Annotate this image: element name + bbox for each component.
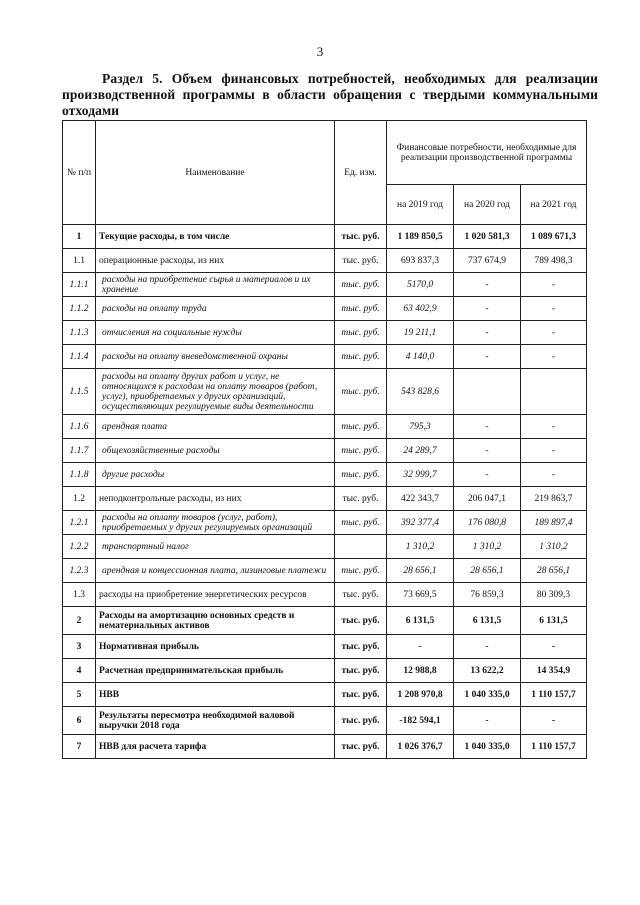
row-unit: тыс. руб. xyxy=(335,439,387,463)
row-name: операционные расходы, из них xyxy=(96,249,335,273)
row-value-2019: 28 656,1 xyxy=(387,559,454,583)
page-number: 3 xyxy=(316,44,324,59)
row-number: 1.1.7 xyxy=(63,439,96,463)
row-value-2021: - xyxy=(521,707,587,735)
row-name: расходы на оплату товаров (услуг, работ), приобретаемых у других регулируемых организаций xyxy=(96,511,335,535)
row-number: 1.3 xyxy=(63,583,96,607)
row-value-2020: 1 310,2 xyxy=(454,535,521,559)
header-year-2019: на 2019 год xyxy=(387,185,454,225)
header-year-2021: на 2021 год xyxy=(521,185,587,225)
row-value-2021: 28 656,1 xyxy=(521,559,587,583)
row-number: 5 xyxy=(63,683,96,707)
table-row xyxy=(63,659,587,683)
row-value-2019: 63 402,9 xyxy=(387,297,454,321)
row-value-2019: 1 310,2 xyxy=(387,535,454,559)
row-value-2021: 789 498,3 xyxy=(521,249,587,273)
table-row xyxy=(63,273,587,297)
row-value-2020: 737 674,9 xyxy=(454,249,521,273)
row-value-2019: 24 289,7 xyxy=(387,439,454,463)
table-row xyxy=(63,511,587,535)
row-value-2021: 6 131,5 xyxy=(521,607,587,635)
row-unit: тыс. руб. xyxy=(335,249,387,273)
table-row xyxy=(63,463,587,487)
row-value-2021: - xyxy=(521,273,587,297)
row-name: отчисления на социальные нужды xyxy=(96,321,335,345)
row-name: Результаты пересмотра необходимой валовой выручки 2018 года xyxy=(96,707,335,735)
row-value-2021: 1 310,2 xyxy=(521,535,587,559)
row-name: Текущие расходы, в том числе xyxy=(96,225,335,249)
row-value-2019: 693 837,3 xyxy=(387,249,454,273)
row-unit xyxy=(335,535,387,559)
row-unit: тыс. руб. xyxy=(335,735,387,759)
row-number: 1.2.1 xyxy=(63,511,96,535)
row-value-2020: - xyxy=(454,415,521,439)
row-value-2021: - xyxy=(521,345,587,369)
row-name: неподконтрольные расходы, из них xyxy=(96,487,335,511)
row-value-2019: 392 377,4 xyxy=(387,511,454,535)
row-number: 1.2.2 xyxy=(63,535,96,559)
row-unit: тыс. руб. xyxy=(335,415,387,439)
row-value-2021: 189 897,4 xyxy=(521,511,587,535)
row-value-2019: 19 211,1 xyxy=(387,321,454,345)
header-unit: Ед. изм. xyxy=(335,121,387,225)
row-unit: тыс. руб. xyxy=(335,559,387,583)
row-unit: тыс. руб. xyxy=(335,225,387,249)
row-unit: тыс. руб. xyxy=(335,321,387,345)
row-number: 1.1.2 xyxy=(63,297,96,321)
table-row xyxy=(63,583,587,607)
table-row xyxy=(63,607,587,635)
row-number: 4 xyxy=(63,659,96,683)
row-value-2020: - xyxy=(454,321,521,345)
row-value-2020: 6 131,5 xyxy=(454,607,521,635)
row-value-2021: - xyxy=(521,439,587,463)
row-number: 3 xyxy=(63,635,96,659)
row-value-2019: 5170,0 xyxy=(387,273,454,297)
row-value-2019: - xyxy=(387,635,454,659)
heading-line-3: отходами xyxy=(62,103,120,118)
heading-line-1: Раздел 5. Объем финансовых потребностей, необходимых для реализации xyxy=(102,71,598,86)
header-financial-needs: Финансовые потребности, необходимые для реализации производственной программы xyxy=(387,121,587,185)
row-name: НВВ xyxy=(96,683,335,707)
row-name: Расчетная предпринимательская прибыль xyxy=(96,659,335,683)
row-unit: тыс. руб. xyxy=(335,659,387,683)
row-name: Расходы на амортизацию основных средств и нематериальных активов xyxy=(96,607,335,635)
row-value-2019: 795,3 xyxy=(387,415,454,439)
row-value-2020: - xyxy=(454,273,521,297)
row-unit: тыс. руб. xyxy=(335,607,387,635)
row-value-2019: 12 988,8 xyxy=(387,659,454,683)
row-value-2020: 1 040 335,0 xyxy=(454,683,521,707)
row-value-2021: - xyxy=(521,635,587,659)
table-row xyxy=(63,321,587,345)
row-unit: тыс. руб. xyxy=(335,683,387,707)
row-value-2020: - xyxy=(454,345,521,369)
row-value-2021: - xyxy=(521,297,587,321)
row-name: транспортный налог xyxy=(96,535,335,559)
financial-needs-table xyxy=(62,120,587,759)
table-row xyxy=(63,439,587,463)
row-number: 1.1.3 xyxy=(63,321,96,345)
row-value-2020: - xyxy=(454,463,521,487)
row-unit: тыс. руб. xyxy=(335,707,387,735)
row-unit: тыс. руб. xyxy=(335,463,387,487)
row-value-2019: 1 026 376,7 xyxy=(387,735,454,759)
row-value-2019: 73 669,5 xyxy=(387,583,454,607)
row-name: расходы на оплату труда xyxy=(96,297,335,321)
row-value-2019: 422 343,7 xyxy=(387,487,454,511)
row-value-2021: 80 309,3 xyxy=(521,583,587,607)
row-unit: тыс. руб. xyxy=(335,583,387,607)
row-name: НВВ для расчета тарифа xyxy=(96,735,335,759)
row-value-2020: - xyxy=(454,297,521,321)
row-value-2019: 1 208 970,8 xyxy=(387,683,454,707)
row-value-2019: 6 131,5 xyxy=(387,607,454,635)
row-value-2019: 1 189 850,5 xyxy=(387,225,454,249)
row-unit: тыс. руб. xyxy=(335,297,387,321)
row-value-2019: 543 828,6 xyxy=(387,369,454,415)
table-row xyxy=(63,415,587,439)
table-body xyxy=(63,225,587,759)
row-number: 2 xyxy=(63,607,96,635)
row-number: 1.1.6 xyxy=(63,415,96,439)
row-value-2021: 1 110 157,7 xyxy=(521,683,587,707)
row-value-2019: 32 999,7 xyxy=(387,463,454,487)
row-unit: тыс. руб. xyxy=(335,635,387,659)
header-year-2020: на 2020 год xyxy=(454,185,521,225)
table-row xyxy=(63,635,587,659)
row-number: 7 xyxy=(63,735,96,759)
row-value-2021: - xyxy=(521,463,587,487)
table-row xyxy=(63,225,587,249)
row-value-2020: 1 020 581,3 xyxy=(454,225,521,249)
header-name: Наименование xyxy=(96,121,335,225)
row-number: 6 xyxy=(63,707,96,735)
row-unit: тыс. руб. xyxy=(335,487,387,511)
row-value-2020: - xyxy=(454,439,521,463)
header-num: № п/п xyxy=(63,121,96,225)
row-value-2021 xyxy=(521,369,587,415)
row-name: расходы на оплату вневедомственной охраны xyxy=(96,345,335,369)
row-unit: тыс. руб. xyxy=(335,369,387,415)
table-row xyxy=(63,535,587,559)
row-name: расходы на приобретение энергетических ресурсов xyxy=(96,583,335,607)
row-value-2020: - xyxy=(454,707,521,735)
table-row xyxy=(63,707,587,735)
table-row xyxy=(63,487,587,511)
table-row xyxy=(63,559,587,583)
table-row xyxy=(63,297,587,321)
row-name: другие расходы xyxy=(96,463,335,487)
heading-line-2: производственной программы в области обращения с твердыми коммунальными xyxy=(62,87,598,102)
row-value-2020: 206 047,1 xyxy=(454,487,521,511)
table-row xyxy=(63,735,587,759)
row-unit: тыс. руб. xyxy=(335,345,387,369)
row-value-2020: 28 656,1 xyxy=(454,559,521,583)
table-row xyxy=(63,369,587,415)
row-value-2021: - xyxy=(521,321,587,345)
table-row xyxy=(63,249,587,273)
row-number: 1 xyxy=(63,225,96,249)
row-value-2020: 13 622,2 xyxy=(454,659,521,683)
row-value-2020: 1 040 335,0 xyxy=(454,735,521,759)
row-name: расходы на оплату других работ и услуг, не относящихся к расходам на оплату товаров (работ, услуг), приобретаемых у других организаций, осуществляющих регулируемые виды деятельности xyxy=(96,369,335,415)
row-name: арендная и концессионная плата, лизинговые платежи xyxy=(96,559,335,583)
row-value-2020: 76 859,3 xyxy=(454,583,521,607)
row-number: 1.1.4 xyxy=(63,345,96,369)
row-unit: тыс. руб. xyxy=(335,511,387,535)
row-number: 1.2.3 xyxy=(63,559,96,583)
table-row xyxy=(63,683,587,707)
row-number: 1.1 xyxy=(63,249,96,273)
row-name: расходы на приобретение сырья и материалов и их хранение xyxy=(96,273,335,297)
row-value-2021: 1 089 671,3 xyxy=(521,225,587,249)
row-number: 1.1.8 xyxy=(63,463,96,487)
row-value-2021: 1 110 157,7 xyxy=(521,735,587,759)
row-unit: тыс. руб. xyxy=(335,273,387,297)
row-value-2021: - xyxy=(521,415,587,439)
row-value-2021: 219 863,7 xyxy=(521,487,587,511)
row-name: арендная плата xyxy=(96,415,335,439)
row-value-2019: 4 140,0 xyxy=(387,345,454,369)
section-heading xyxy=(62,71,598,119)
row-name: Нормативная прибыль xyxy=(96,635,335,659)
table-row xyxy=(63,345,587,369)
row-number: 1.2 xyxy=(63,487,96,511)
row-number: 1.1.1 xyxy=(63,273,96,297)
row-number: 1.1.5 xyxy=(63,369,96,415)
row-value-2020: 176 080,8 xyxy=(454,511,521,535)
row-value-2019: -182 594,1 xyxy=(387,707,454,735)
row-value-2021: 14 354,9 xyxy=(521,659,587,683)
row-value-2020: - xyxy=(454,635,521,659)
row-value-2020 xyxy=(454,369,521,415)
row-name: общехозяйственные расходы xyxy=(96,439,335,463)
